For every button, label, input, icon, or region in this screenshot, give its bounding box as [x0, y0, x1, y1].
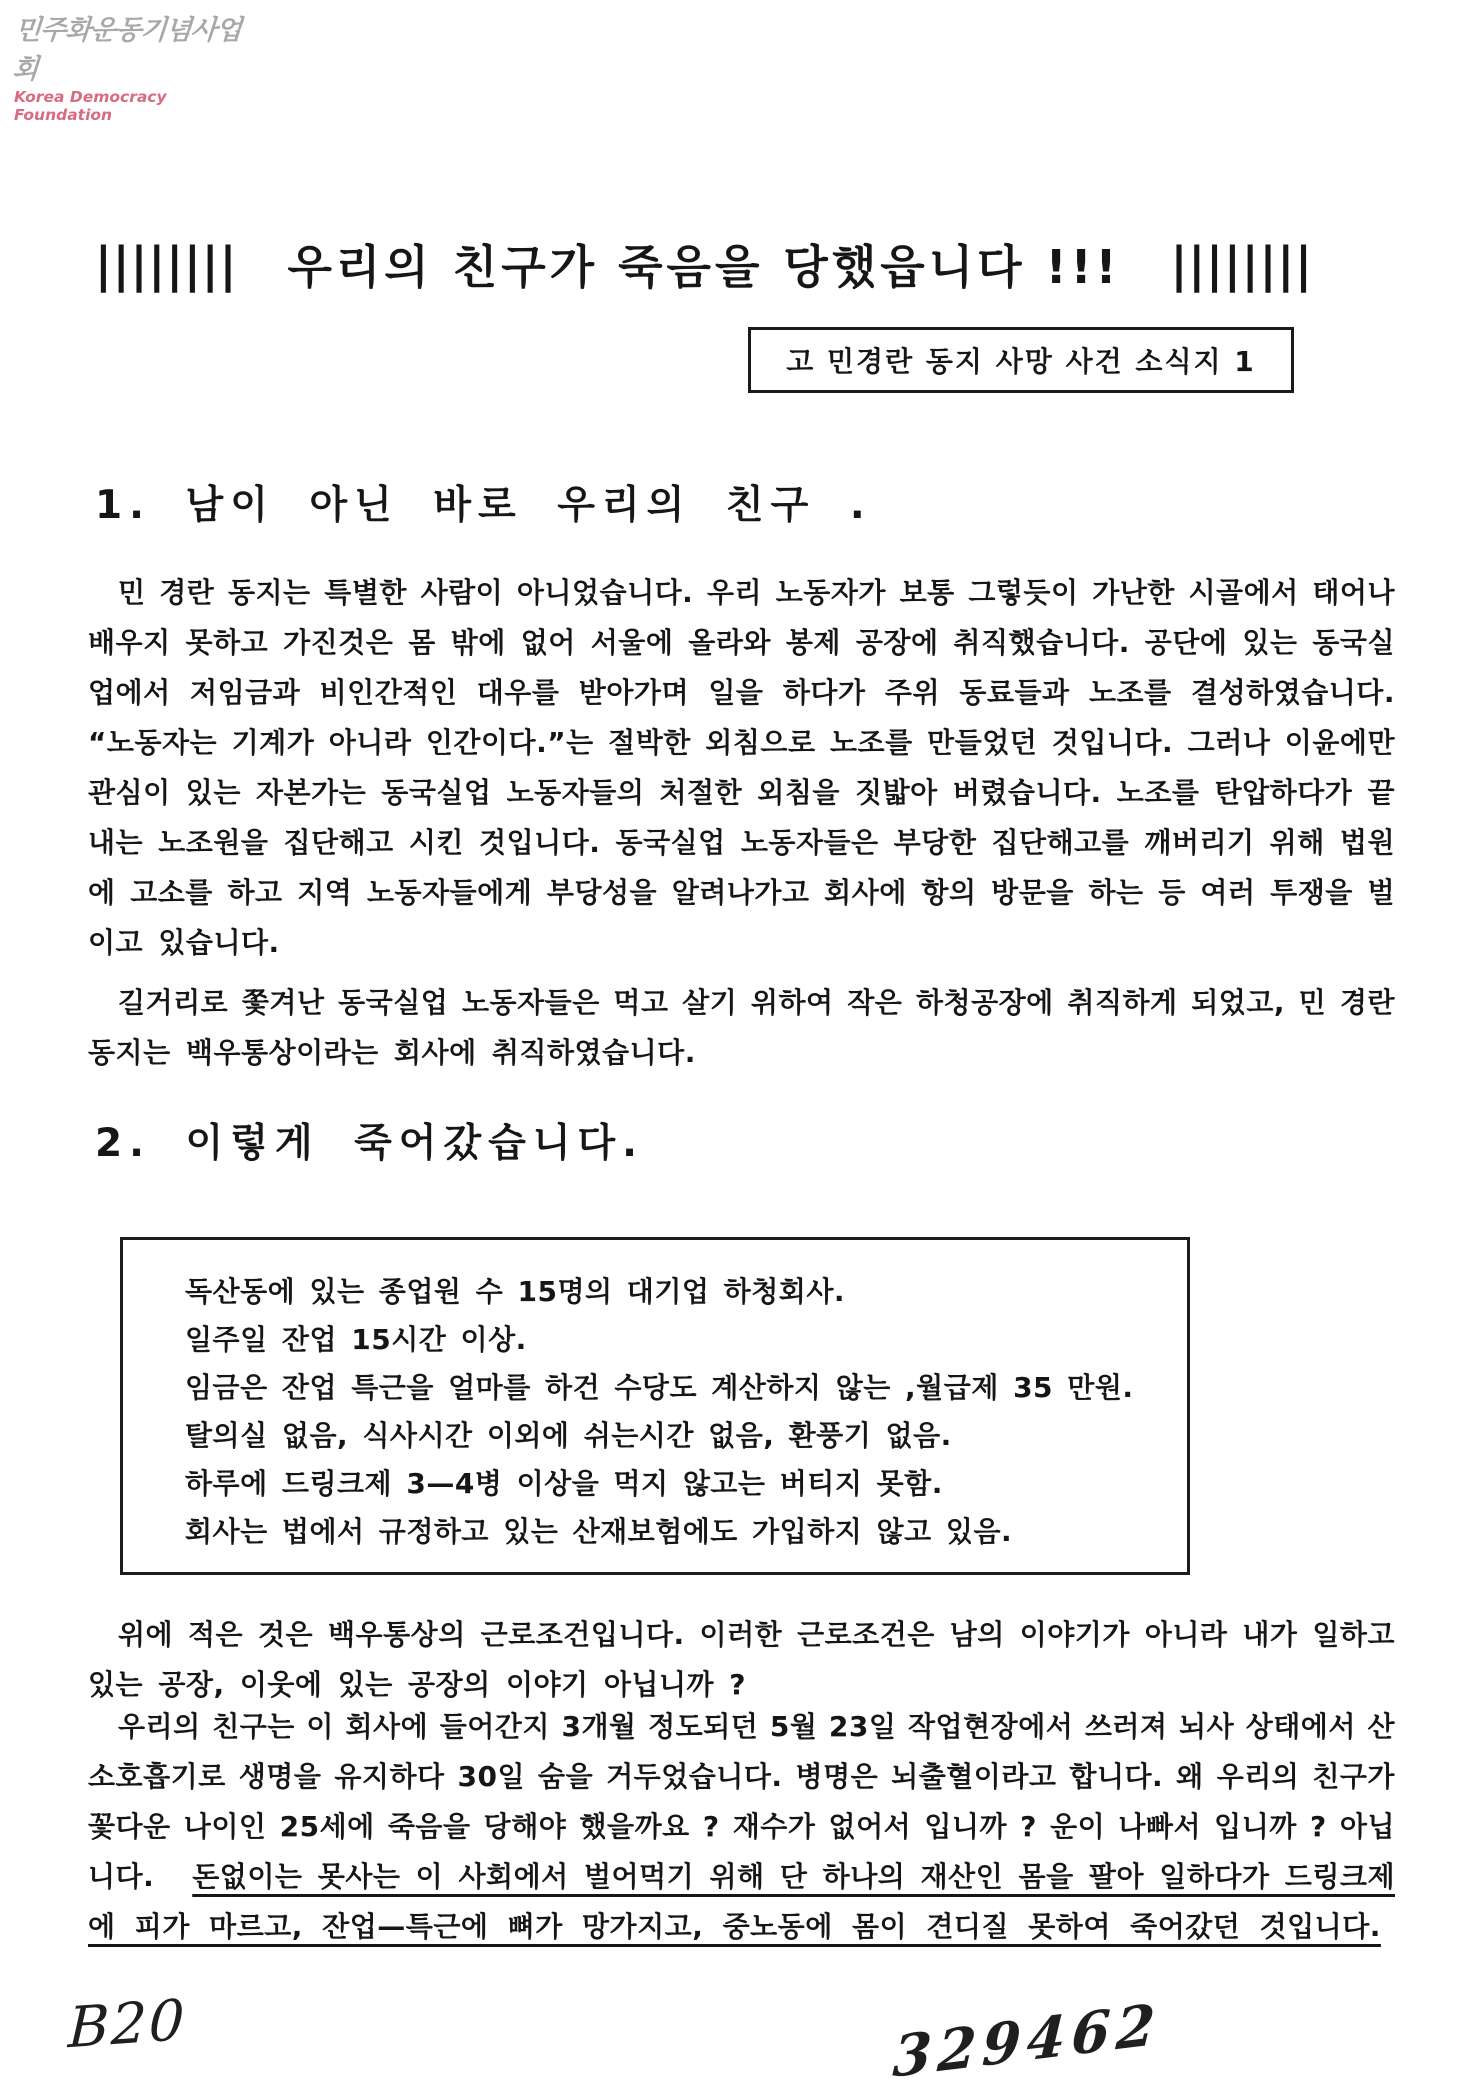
- foundation-logo: [11, 8, 244, 124]
- body-line: 우리의 친구는 이 회사에 들어간지 3개월 정도되던 5월 23일 작업현장에서 쓰러져 뇌사 상태에서 산: [118, 1710, 1395, 1743]
- body-line: 꽃다운 나이인 25세에 죽음을 당해야 했을까요 ? 재수가 없어서 입니까 ? 운이 나빠서 입니까 ? 아닙: [88, 1810, 1395, 1843]
- body-line: 업에서 저임금과 비인간적인 대우를 받아가며 일을 하다가 주위 동료들과 노조를 결성하였습니다.: [88, 676, 1395, 709]
- working-conditions-box: [120, 1237, 1190, 1575]
- title-right-bars-decoration: ||||||||: [1170, 235, 1313, 293]
- body-line: 이고 있습니다.: [88, 926, 280, 959]
- body-line: [88, 1902, 1395, 1952]
- section1-heading: 1. 남이 아닌 바로 우리의 친구 .: [95, 483, 872, 528]
- issue-label: 고 민경란 동지 사망 사건 소식지 1: [786, 345, 1256, 378]
- section2-paragraph1: [88, 1610, 1395, 1710]
- condition-line: 회사는 법에서 규정하고 있는 산재보험에도 가입하지 않고 있음.: [185, 1515, 1013, 1548]
- body-line: 배우지 못하고 가진것은 몸 밖에 없어 서울에 올라와 봉제 공장에 취직했습니다. 공단에 있는 동국실: [88, 626, 1395, 659]
- handwritten-mark-left: B20: [67, 1987, 188, 2062]
- body-line: “노동자는 기계가 아니라 인간이다.”는 절박한 외침으로 노조를 만들었던 것입니다. 그러나 이윤에만: [88, 726, 1395, 759]
- body-line: 관심이 있는 자본가는 동국실업 노동자들의 처절한 외침을 짓밟아 버렸습니다. 노조를 탄압하다가 끝: [88, 776, 1395, 809]
- document-title: 우리의 친구가 죽음을 당했읍니다 !!!: [287, 240, 1121, 294]
- closing-underlined-text: 돈없이는 못사는 이 사회에서 벌어먹기 위해 단 하나의 재산인 몸을 팔아 일하다가 드링크제: [192, 1860, 1395, 1893]
- body-line: [88, 1852, 1395, 1902]
- closing-underlined-text: 에 피가 마르고, 잔업—특근에 뼈가 망가지고, 중노동에 몸이 견디질 못하여 죽어갔던 것입니다.: [88, 1910, 1381, 1943]
- body-line: 내는 노조원을 집단해고 시킨 것입니다. 동국실업 노동자들은 부당한 집단해고를 깨버리기 위해 법원: [88, 826, 1395, 859]
- issue-label-box: [748, 327, 1294, 393]
- condition-line: 하루에 드링크제 3—4병 이상을 먹지 않고는 버티지 못함.: [185, 1467, 943, 1500]
- condition-line: 일주일 잔업 15시간 이상.: [185, 1323, 527, 1356]
- section2-paragraph2: [88, 1702, 1395, 1952]
- handwritten-archive-number: 329462: [891, 1991, 1163, 2091]
- body-line: 길거리로 쫓겨난 동국실업 노동자들은 먹고 살기 위하여 작은 하청공장에 취직하게 되었고, 민 경란: [118, 986, 1395, 1019]
- section1-paragraph2: [88, 978, 1395, 1078]
- foundation-logo-korean: 민주화운동기념사업회: [11, 15, 242, 85]
- body-line: 소호흡기로 생명을 유지하다 30일 숨을 거두었습니다. 병명은 뇌출혈이라고 합니다. 왜 우리의 친구가: [88, 1760, 1395, 1793]
- body-line: 민 경란 동지는 특별한 사람이 아니었습니다. 우리 노동자가 보통 그렇듯이 가난한 시골에서 태어나: [118, 576, 1395, 609]
- body-line: 에 고소를 하고 지역 노동자들에게 부당성을 알려나가고 회사에 항의 방문을 하는 등 여러 투쟁을 벌: [88, 876, 1395, 909]
- condition-line: 탈의실 없음, 식사시간 이외에 쉬는시간 없음, 환풍기 없음.: [185, 1419, 952, 1452]
- body-line: 위에 적은 것은 백우통상의 근로조건입니다. 이러한 근로조건은 남의 이야기가 아니라 내가 일하고: [118, 1618, 1395, 1651]
- body-line: 동지는 백우통상이라는 회사에 취직하였습니다.: [88, 1036, 696, 1069]
- body-line: 있는 공장, 이웃에 있는 공장의 이야기 아닙니까 ?: [88, 1668, 747, 1701]
- condition-line: 임금은 잔업 특근을 얼마를 하건 수당도 계산하지 않는 ,월급제 35 만원.: [185, 1371, 1134, 1404]
- closing-line-prefix: 니다.: [88, 1860, 155, 1893]
- condition-line: 독산동에 있는 종업원 수 15명의 대기업 하청회사.: [185, 1275, 846, 1308]
- title-left-bars-decoration: ||||||||: [95, 235, 238, 293]
- section1-paragraph1: [88, 568, 1395, 968]
- section2-heading: 2. 이렇게 죽어갔습니다.: [95, 1121, 644, 1166]
- document-title-row: [95, 232, 1313, 296]
- foundation-logo-english: Korea Democracy Foundation: [14, 88, 167, 124]
